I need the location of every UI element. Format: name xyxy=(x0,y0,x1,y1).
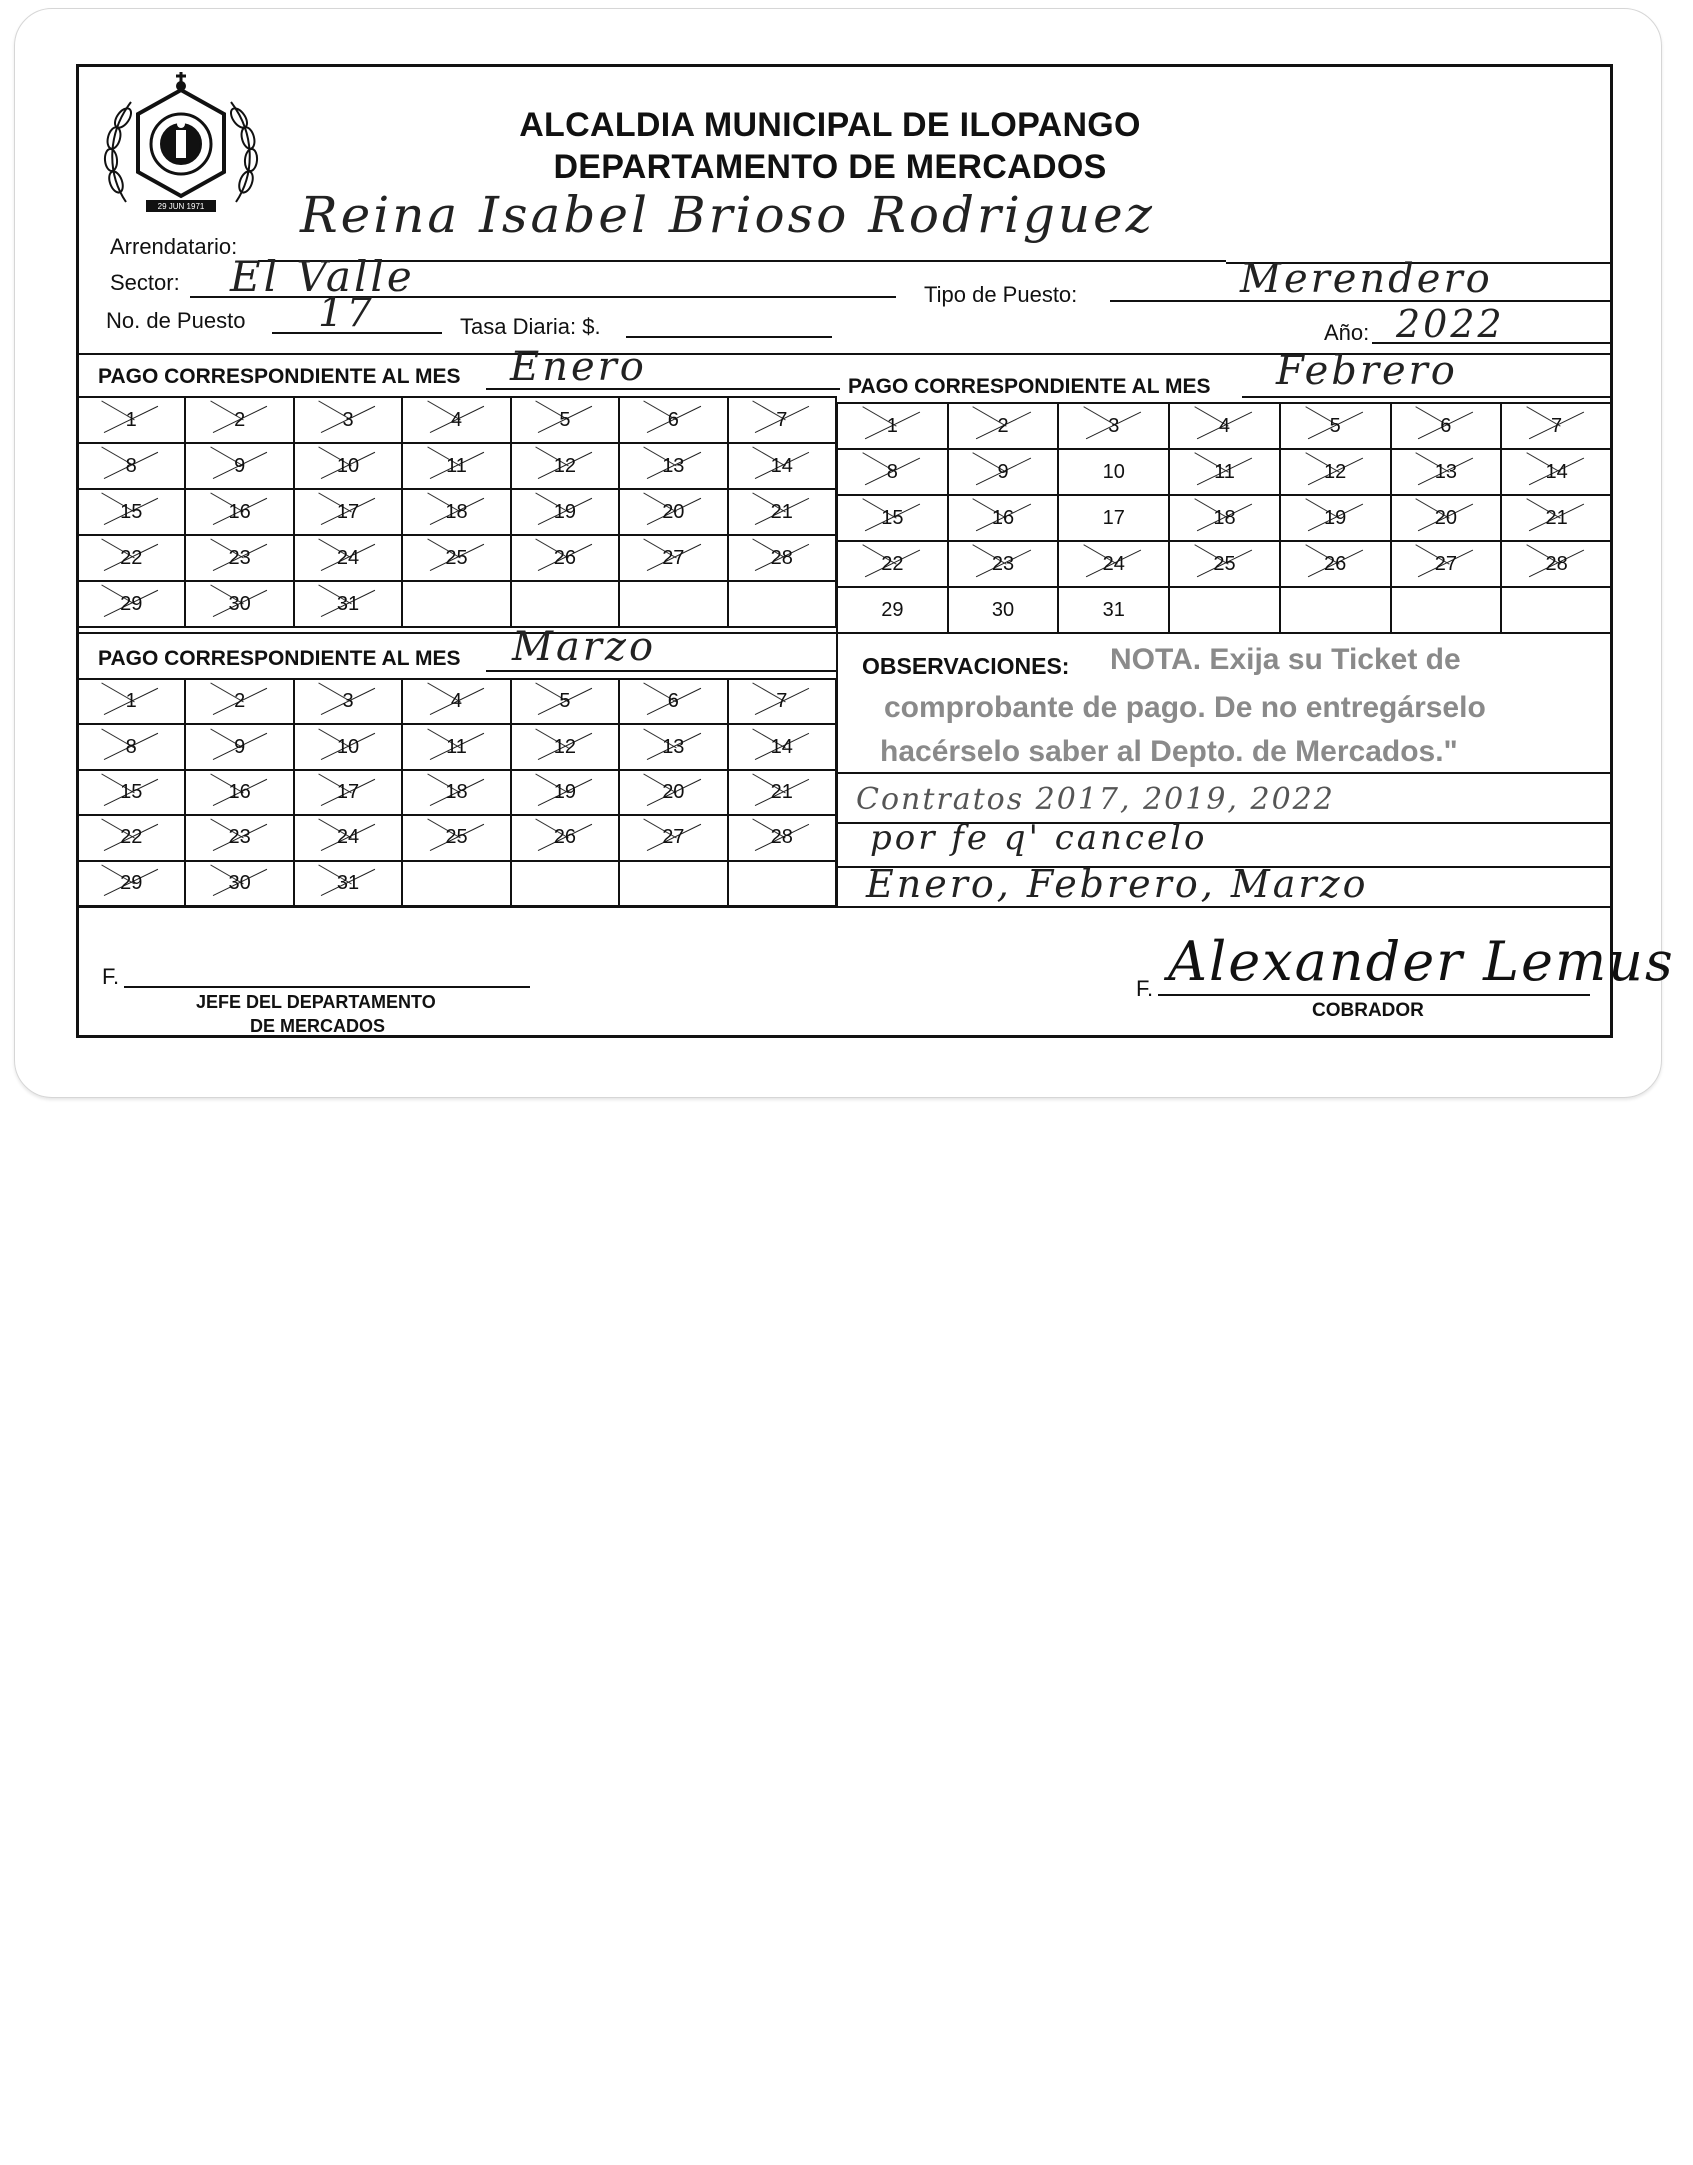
tasa-diaria-underline xyxy=(626,336,832,338)
enero-day-28 xyxy=(728,535,836,581)
enero-day-19 xyxy=(511,489,619,535)
marzo-day-3 xyxy=(294,679,402,724)
febrero-day-number: 31 xyxy=(1102,598,1125,621)
enero-grid-row xyxy=(77,397,836,443)
marzo-day-31 xyxy=(294,861,402,906)
marzo-grid-row xyxy=(77,770,836,815)
enero-day-number: 28 xyxy=(770,546,793,569)
marzo-day-number: 5 xyxy=(559,690,571,713)
enero-day-number: 26 xyxy=(553,546,577,569)
febrero-grid-row xyxy=(837,403,1612,449)
enero-day-number: 27 xyxy=(662,546,685,569)
marzo-day-number: 22 xyxy=(120,826,143,849)
enero-day-24 xyxy=(294,535,402,581)
marzo-day-number: 30 xyxy=(228,871,251,894)
enero-day-number: 10 xyxy=(336,454,360,477)
febrero-day-18 xyxy=(1169,495,1280,541)
febrero-day-number: 16 xyxy=(991,506,1015,529)
marzo-day-number: 26 xyxy=(553,826,577,849)
marzo-day-5 xyxy=(511,679,619,724)
marzo-day-12 xyxy=(511,724,619,769)
marzo-day-22 xyxy=(77,815,185,860)
marzo-day-number: 3 xyxy=(342,690,354,713)
febrero-day-number: 28 xyxy=(1545,552,1568,575)
enero-day-1 xyxy=(77,397,185,443)
sector-value: El Valle xyxy=(230,252,415,301)
febrero-days-grid xyxy=(836,402,1613,634)
marzo-day-number: 9 xyxy=(234,735,246,758)
marzo-day-1 xyxy=(77,679,185,724)
marzo-empty-cell xyxy=(728,861,836,906)
febrero-day-number: 19 xyxy=(1324,506,1347,529)
cobrador-signature-line xyxy=(1158,994,1590,996)
febrero-day-number: 26 xyxy=(1324,552,1347,575)
febrero-day-number: 7 xyxy=(1551,414,1563,437)
febrero-day-13 xyxy=(1391,449,1502,495)
pago-enero-label: PAGO CORRESPONDIENTE AL MES xyxy=(98,365,461,388)
marzo-day-26 xyxy=(511,815,619,860)
enero-day-5 xyxy=(511,397,619,443)
pago-marzo-label: PAGO CORRESPONDIENTE AL MES xyxy=(98,647,461,670)
febrero-day-number: 12 xyxy=(1324,460,1347,483)
enero-day-2 xyxy=(185,397,293,443)
marzo-day-number: 21 xyxy=(770,780,793,803)
enero-day-number: 16 xyxy=(228,500,251,523)
enero-day-number: 25 xyxy=(445,546,468,569)
febrero-day-number: 15 xyxy=(881,506,904,529)
marzo-day-number: 19 xyxy=(553,780,577,803)
nota-line-3: hacérselo saber al Depto. de Mercados." xyxy=(880,735,1458,768)
jefe-signature-line xyxy=(124,986,530,988)
marzo-grid-row xyxy=(77,724,836,769)
anio-value: 2022 xyxy=(1396,302,1505,346)
enero-grid-row xyxy=(77,443,836,489)
enero-grid-row xyxy=(77,535,836,581)
febrero-day-10 xyxy=(1058,449,1169,495)
febrero-value: Febrero xyxy=(1276,348,1458,394)
febrero-day-number: 29 xyxy=(881,598,904,621)
febrero-day-number: 9 xyxy=(997,460,1009,483)
section-rule-2 xyxy=(76,632,1613,634)
enero-day-number: 2 xyxy=(234,408,246,431)
enero-day-3 xyxy=(294,397,402,443)
cobrador-signature: Alexander Lemus xyxy=(1168,930,1675,993)
febrero-day-number: 1 xyxy=(886,414,898,437)
febrero-day-number: 5 xyxy=(1329,414,1341,437)
enero-empty-cell xyxy=(402,581,510,627)
marzo-day-10 xyxy=(294,724,402,769)
municipal-seal-icon xyxy=(96,72,266,232)
febrero-day-26 xyxy=(1280,541,1391,587)
febrero-day-number: 14 xyxy=(1545,460,1568,483)
febrero-day-23 xyxy=(948,541,1059,587)
enero-day-15 xyxy=(77,489,185,535)
febrero-day-number: 6 xyxy=(1440,414,1452,437)
febrero-empty-cell xyxy=(1169,587,1280,633)
arrendatario-value: Reina Isabel Brioso Rodriguez xyxy=(300,186,1156,244)
jefe-label-line-2: DE MERCADOS xyxy=(250,1016,386,1036)
marzo-day-number: 6 xyxy=(667,690,679,713)
enero-day-number: 11 xyxy=(446,454,467,477)
febrero-grid-row xyxy=(837,449,1612,495)
enero-day-number: 20 xyxy=(662,500,685,523)
jefe-label-line-1: JEFE DEL DEPARTAMENTO xyxy=(196,992,436,1012)
marzo-day-28 xyxy=(728,815,836,860)
febrero-empty-cell xyxy=(1501,587,1612,633)
febrero-day-31 xyxy=(1058,587,1169,633)
marzo-day-11 xyxy=(402,724,510,769)
febrero-empty-cell xyxy=(1280,587,1391,633)
febrero-day-number: 3 xyxy=(1108,414,1120,437)
febrero-day-3 xyxy=(1058,403,1169,449)
febrero-grid-row xyxy=(837,541,1612,587)
marzo-day-19 xyxy=(511,770,619,815)
marzo-day-number: 14 xyxy=(770,735,793,758)
enero-day-number: 1 xyxy=(125,408,137,431)
marzo-day-23 xyxy=(185,815,293,860)
marzo-grid-row xyxy=(77,679,836,724)
marzo-day-4 xyxy=(402,679,510,724)
febrero-day-8 xyxy=(837,449,948,495)
enero-day-6 xyxy=(619,397,727,443)
marzo-day-20 xyxy=(619,770,727,815)
marzo-days-grid xyxy=(76,678,837,907)
enero-day-number: 30 xyxy=(228,592,251,615)
febrero-day-number: 10 xyxy=(1102,460,1125,483)
marzo-day-2 xyxy=(185,679,293,724)
observaciones-label: OBSERVACIONES: xyxy=(862,653,1070,679)
enero-day-number: 6 xyxy=(667,408,679,431)
febrero-day-number: 22 xyxy=(881,552,904,575)
febrero-day-number: 4 xyxy=(1218,414,1231,437)
febrero-day-7 xyxy=(1501,403,1612,449)
febrero-day-30 xyxy=(948,587,1059,633)
enero-day-22 xyxy=(77,535,185,581)
febrero-grid-row xyxy=(837,495,1612,541)
puesto-value: 17 xyxy=(318,290,375,336)
enero-day-17 xyxy=(294,489,402,535)
marzo-day-27 xyxy=(619,815,727,860)
marzo-day-number: 10 xyxy=(336,735,360,758)
marzo-day-6 xyxy=(619,679,727,724)
arrendatario-label: Arrendatario: xyxy=(110,234,238,259)
febrero-day-28 xyxy=(1501,541,1612,587)
febrero-day-16 xyxy=(948,495,1059,541)
enero-day-9 xyxy=(185,443,293,489)
enero-day-number: 9 xyxy=(234,454,246,477)
enero-day-14 xyxy=(728,443,836,489)
febrero-day-17 xyxy=(1058,495,1169,541)
febrero-day-9 xyxy=(948,449,1059,495)
enero-day-29 xyxy=(77,581,185,627)
febrero-day-2 xyxy=(948,403,1059,449)
febrero-day-number: 30 xyxy=(991,598,1015,621)
marzo-day-number: 29 xyxy=(120,871,143,894)
enero-day-27 xyxy=(619,535,727,581)
febrero-day-15 xyxy=(837,495,948,541)
marzo-day-number: 28 xyxy=(770,826,793,849)
marzo-underline xyxy=(486,670,836,672)
febrero-day-22 xyxy=(837,541,948,587)
marzo-day-number: 12 xyxy=(553,735,577,758)
enero-day-number: 21 xyxy=(770,500,793,523)
enero-day-13 xyxy=(619,443,727,489)
marzo-day-number: 16 xyxy=(228,780,251,803)
enero-day-number: 5 xyxy=(559,408,571,431)
marzo-day-number: 23 xyxy=(228,826,251,849)
enero-empty-cell xyxy=(511,581,619,627)
marzo-day-number: 8 xyxy=(125,735,137,758)
marzo-day-number: 1 xyxy=(125,690,137,713)
marzo-day-number: 13 xyxy=(662,735,685,758)
febrero-day-number: 20 xyxy=(1434,506,1457,529)
enero-day-number: 18 xyxy=(445,500,468,523)
febrero-day-1 xyxy=(837,403,948,449)
febrero-day-number: 27 xyxy=(1434,552,1457,575)
enero-day-number: 14 xyxy=(770,454,793,477)
enero-empty-cell xyxy=(619,581,727,627)
enero-day-number: 22 xyxy=(120,546,143,569)
marzo-value: Marzo xyxy=(512,624,657,670)
jefe-f-label: F. xyxy=(102,964,120,989)
marzo-day-24 xyxy=(294,815,402,860)
obs-handwritten-line-1: Contratos 2017, 2019, 2022 xyxy=(856,782,1335,817)
enero-day-number: 3 xyxy=(342,408,354,431)
febrero-day-number: 2 xyxy=(997,414,1009,437)
enero-day-8 xyxy=(77,443,185,489)
marzo-day-21 xyxy=(728,770,836,815)
enero-day-25 xyxy=(402,535,510,581)
marzo-day-number: 15 xyxy=(120,780,143,803)
pago-febrero-label: PAGO CORRESPONDIENTE AL MES xyxy=(848,375,1211,398)
marzo-day-number: 20 xyxy=(662,780,685,803)
febrero-day-number: 17 xyxy=(1102,506,1125,529)
marzo-day-7 xyxy=(728,679,836,724)
enero-day-30 xyxy=(185,581,293,627)
enero-day-number: 24 xyxy=(336,546,360,569)
enero-day-11 xyxy=(402,443,510,489)
enero-grid-row xyxy=(77,581,836,627)
marzo-day-13 xyxy=(619,724,727,769)
marzo-day-18 xyxy=(402,770,510,815)
marzo-day-number: 17 xyxy=(336,780,360,803)
marzo-day-number: 7 xyxy=(776,690,788,713)
febrero-day-number: 13 xyxy=(1434,460,1457,483)
marzo-day-9 xyxy=(185,724,293,769)
marzo-day-29 xyxy=(77,861,185,906)
enero-day-23 xyxy=(185,535,293,581)
enero-day-number: 23 xyxy=(228,546,251,569)
febrero-day-4 xyxy=(1169,403,1280,449)
sector-label: Sector: xyxy=(110,270,180,295)
enero-day-number: 4 xyxy=(450,408,463,431)
marzo-day-number: 25 xyxy=(445,826,468,849)
marzo-day-number: 4 xyxy=(450,690,463,713)
enero-day-number: 17 xyxy=(336,500,360,523)
signature-section-rule xyxy=(76,906,1613,908)
marzo-day-17 xyxy=(294,770,402,815)
febrero-day-24 xyxy=(1058,541,1169,587)
enero-day-number: 13 xyxy=(662,454,685,477)
nota-line-1: NOTA. Exija su Ticket de xyxy=(1110,643,1461,676)
marzo-day-25 xyxy=(402,815,510,860)
febrero-day-21 xyxy=(1501,495,1612,541)
enero-day-26 xyxy=(511,535,619,581)
enero-day-4 xyxy=(402,397,510,443)
enero-day-number: 7 xyxy=(776,408,788,431)
febrero-underline xyxy=(1242,396,1613,398)
enero-day-12 xyxy=(511,443,619,489)
enero-grid-row xyxy=(77,489,836,535)
obs-handwritten-line-3: Enero, Febrero, Marzo xyxy=(866,862,1369,906)
anio-label: Año: xyxy=(1324,320,1370,345)
febrero-day-12 xyxy=(1280,449,1391,495)
febrero-day-11 xyxy=(1169,449,1280,495)
marzo-day-number: 18 xyxy=(445,780,468,803)
marzo-grid-row xyxy=(77,815,836,860)
enero-day-20 xyxy=(619,489,727,535)
marzo-day-number: 11 xyxy=(446,735,467,758)
enero-day-number: 8 xyxy=(125,454,137,477)
enero-day-number: 15 xyxy=(120,500,143,523)
department-title: DEPARTAMENTO DE MERCADOS xyxy=(553,148,1107,186)
febrero-day-number: 24 xyxy=(1102,552,1125,575)
tipo-puesto-label: Tipo de Puesto: xyxy=(924,282,1078,307)
febrero-empty-cell xyxy=(1391,587,1502,633)
puesto-label: No. de Puesto xyxy=(106,308,246,333)
marzo-day-number: 2 xyxy=(234,690,246,713)
tasa-diaria-label: Tasa Diaria: $. xyxy=(460,314,601,339)
enero-day-10 xyxy=(294,443,402,489)
febrero-day-25 xyxy=(1169,541,1280,587)
municipality-title: ALCALDIA MUNICIPAL DE ILOPANGO xyxy=(519,106,1141,144)
enero-day-18 xyxy=(402,489,510,535)
enero-day-number: 19 xyxy=(553,500,577,523)
cobrador-label: COBRADOR xyxy=(1312,1000,1424,1021)
enero-day-number: 29 xyxy=(120,592,143,615)
marzo-empty-cell xyxy=(619,861,727,906)
obs-handwritten-line-2: por fe q' cancelo xyxy=(870,818,1208,858)
febrero-day-14 xyxy=(1501,449,1612,495)
enero-day-31 xyxy=(294,581,402,627)
enero-day-16 xyxy=(185,489,293,535)
marzo-day-8 xyxy=(77,724,185,769)
febrero-day-20 xyxy=(1391,495,1502,541)
enero-empty-cell xyxy=(728,581,836,627)
marzo-empty-cell xyxy=(511,861,619,906)
marzo-day-number: 27 xyxy=(662,826,685,849)
cobrador-f-label: F. xyxy=(1136,976,1154,1001)
marzo-empty-cell xyxy=(402,861,510,906)
marzo-day-14 xyxy=(728,724,836,769)
febrero-day-6 xyxy=(1391,403,1502,449)
marzo-day-15 xyxy=(77,770,185,815)
febrero-day-number: 25 xyxy=(1213,552,1236,575)
enero-day-7 xyxy=(728,397,836,443)
tipo-puesto-value: Merendero xyxy=(1240,256,1493,302)
febrero-day-number: 8 xyxy=(886,460,898,483)
febrero-day-5 xyxy=(1280,403,1391,449)
enero-value: Enero xyxy=(510,344,647,390)
marzo-day-number: 31 xyxy=(336,871,360,894)
enero-day-number: 12 xyxy=(553,454,577,477)
febrero-day-number: 23 xyxy=(991,552,1015,575)
enero-day-number: 31 xyxy=(336,592,360,615)
febrero-day-number: 11 xyxy=(1214,460,1235,483)
enero-days-grid xyxy=(76,396,837,628)
febrero-day-19 xyxy=(1280,495,1391,541)
febrero-day-number: 18 xyxy=(1213,506,1236,529)
nota-line-2: comprobante de pago. De no entregárselo xyxy=(884,691,1486,724)
febrero-day-27 xyxy=(1391,541,1502,587)
marzo-day-30 xyxy=(185,861,293,906)
seal-date: 29 JUN 1971 xyxy=(157,202,205,211)
febrero-grid-row xyxy=(837,587,1612,633)
marzo-grid-row xyxy=(77,861,836,906)
enero-day-21 xyxy=(728,489,836,535)
febrero-day-29 xyxy=(837,587,948,633)
marzo-day-number: 24 xyxy=(336,826,360,849)
marzo-day-16 xyxy=(185,770,293,815)
obs-rule-1 xyxy=(836,772,1613,774)
febrero-day-number: 21 xyxy=(1545,506,1568,529)
